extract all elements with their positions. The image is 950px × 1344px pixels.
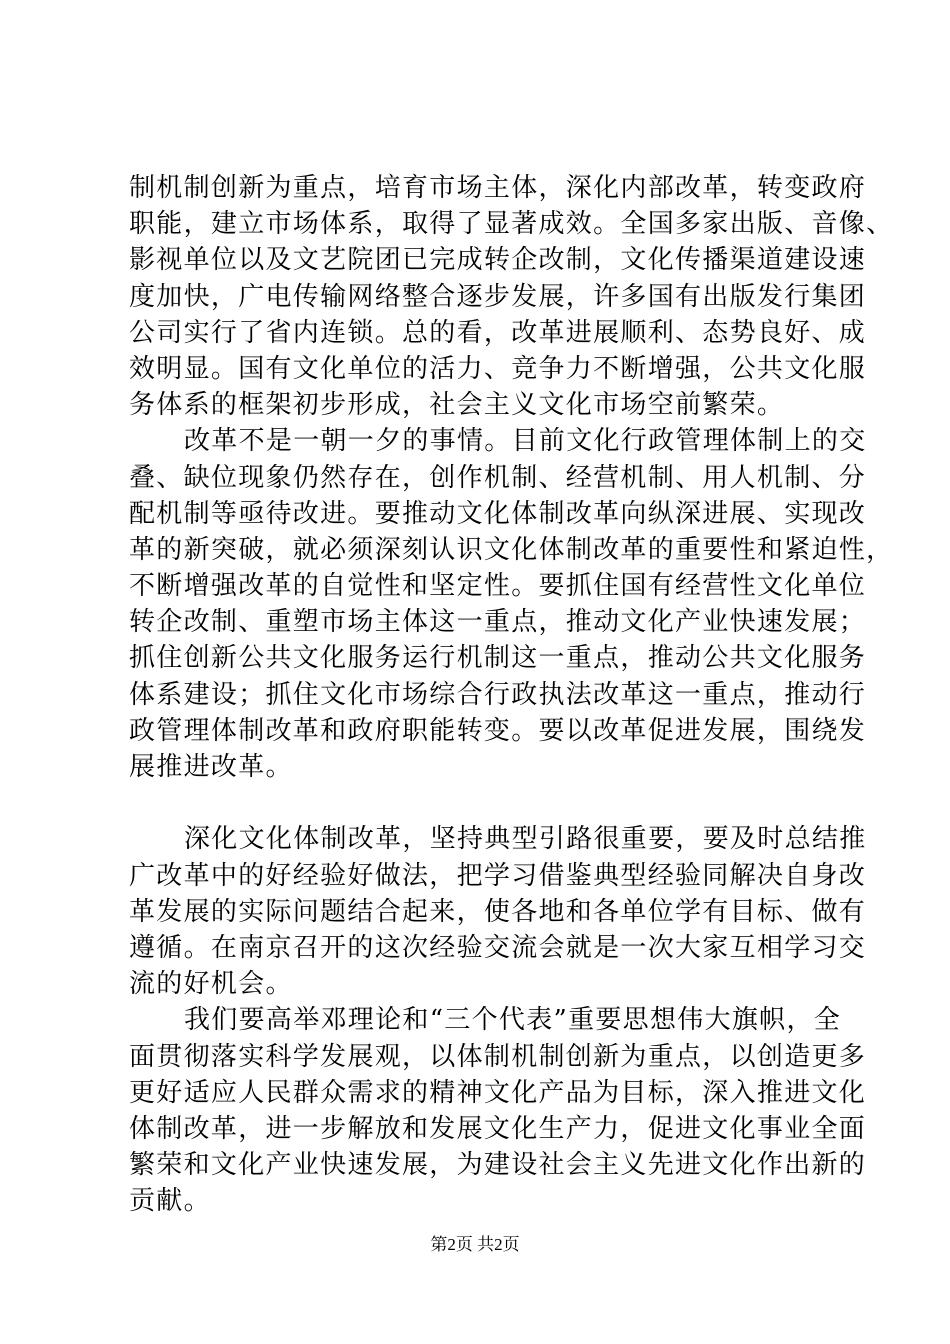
text-line: 政管理体制改革和政府职能转变。要以改革促进发展，围绕发 — [129, 715, 867, 746]
text-line: 制机制创新为重点，培育市场主体，深化内部改革，转变政府 — [129, 173, 867, 203]
paragraph-4 — [129, 1002, 867, 1219]
page-number-footer: 第2页 共2页 — [430, 1235, 520, 1254]
text-line: 贡献。 — [129, 1186, 211, 1217]
text-line: 面贯彻落实科学发展观，以体制机制创新为重点，以创造更多 — [129, 1041, 867, 1072]
paragraph-1 — [129, 170, 894, 423]
text-line: 展推进改革。 — [129, 752, 293, 782]
paragraph-2 — [129, 423, 894, 821]
paragraph-3 — [129, 821, 867, 1002]
text-line: 叠、缺位现象仍然存在，创作机制、经营机制、用人机制、分 — [129, 462, 867, 493]
text-line — [129, 785, 829, 821]
text-line: 改革不是一朝一夕的事情。目前文化行政管理体制上的交 — [184, 426, 867, 457]
text-line: 更好适应人民群众需求的精神文化产品为目标，深入推进文化 — [129, 1077, 867, 1108]
text-line: 我们要高举邓理论和“三个代表”重要思想伟大旗帜，全 — [184, 1005, 842, 1036]
text-line: 革发展的实际问题结合起来，使各地和各单位学有目标、做有 — [129, 896, 867, 927]
text-line: 革的新突破，就必须深刻认识文化体制改革的重要性和紧迫性， — [129, 534, 894, 565]
text-line: 度加快，广电传输网络整合逐步发展，许多国有出版发行集团 — [129, 281, 867, 312]
document-body — [129, 170, 894, 1219]
text-line: 体系建设；抓住文化市场综合行政执法改革这一重点，推动行 — [129, 679, 867, 710]
text-line: 影视单位以及文艺院团已完成转企改制，文化传播渠道建设速 — [129, 245, 867, 276]
text-line: 公司实行了省内连锁。总的看，改革进展顺利、态势良好、成 — [129, 317, 867, 348]
text-line: 抓住创新公共文化服务运行机制这一重点，推动公共文化服务 — [129, 643, 867, 674]
text-line: 遵循。在南京召开的这次经验交流会就是一次大家互相学习交 — [129, 932, 867, 963]
text-line: 繁荣和文化产业快速发展，为建设社会主义先进文化作出新的 — [129, 1150, 867, 1181]
text-line: 务体系的框架初步形成，社会主义文化市场空前繁荣。 — [129, 390, 785, 421]
text-line: 不断增强改革的自觉性和坚定性。要抓住国有经营性文化单位 — [129, 571, 867, 602]
text-line: 效明显。国有文化单位的活力、竞争力不断增强，公共文化服 — [129, 353, 867, 384]
text-line: 职能，建立市场体系，取得了显著成效。全国多家出版、音像、 — [129, 209, 894, 240]
text-line: 转企改制、重塑市场主体这一重点，推动文化产业快速发展； — [129, 607, 867, 638]
text-line: 广改革中的好经验好做法，把学习借鉴典型经验同解决自身改 — [129, 860, 867, 891]
text-line: 配机制等亟待改进。要推动文化体制改革向纵深进展、实现改 — [129, 498, 867, 529]
text-line: 流的好机会。 — [129, 969, 293, 1000]
text-line: 深化文化体制改革，坚持典型引路很重要，要及时总结推 — [184, 824, 867, 855]
text-line: 体制改革，进一步解放和发展文化生产力，促进文化事业全面 — [129, 1113, 867, 1144]
